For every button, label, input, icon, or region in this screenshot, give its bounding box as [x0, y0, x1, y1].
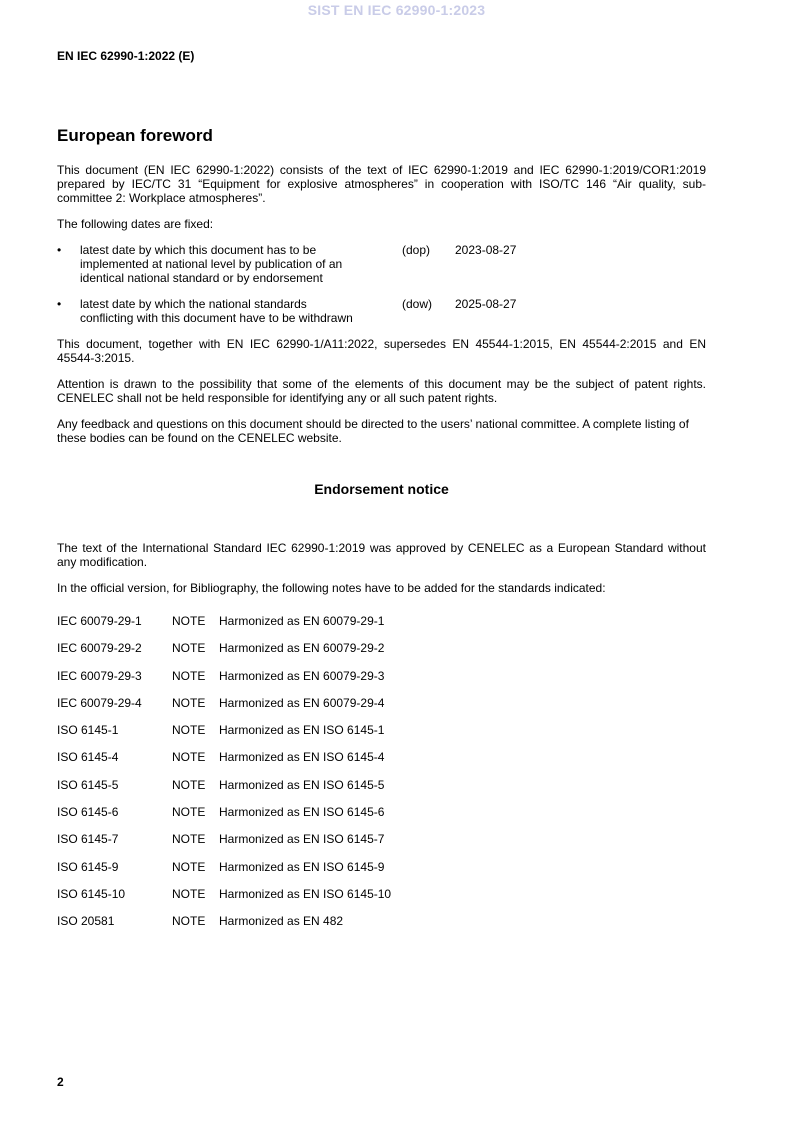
- date-value: 2023-08-27: [455, 243, 517, 257]
- note-row: [57, 696, 706, 723]
- dates-intro: The following dates are fixed:: [57, 217, 214, 231]
- page-content: [57, 126, 706, 942]
- note-std: ISO 20581: [57, 914, 115, 929]
- note-text: Harmonized as EN 60079-29-3: [219, 668, 385, 683]
- note-std: ISO 6145-5: [57, 777, 119, 792]
- note-row: [57, 914, 706, 941]
- note-row: [57, 887, 706, 914]
- note-text: Harmonized as EN ISO 6145-6: [219, 805, 385, 820]
- date-item-dow: [57, 297, 706, 325]
- note-std: ISO 6145-10: [57, 886, 126, 901]
- note-row: [57, 860, 706, 887]
- note-std: ISO 6145-7: [57, 832, 119, 847]
- date-description: latest date by which this document has to be implemented at national level by publication of an identical national standard or by endorsement: [80, 243, 343, 285]
- note-row: [57, 832, 706, 859]
- date-code: (dop): [402, 243, 431, 257]
- note-label: NOTE: [172, 859, 206, 874]
- note-label: NOTE: [172, 641, 206, 656]
- date-description: latest date by which the national standards conflicting with this document have to be withdrawn: [80, 297, 353, 325]
- note-text: Harmonized as EN 60079-29-4: [219, 695, 385, 710]
- bullet: •: [57, 243, 62, 257]
- date-value: 2025-08-27: [455, 297, 517, 311]
- note-row: [57, 641, 706, 668]
- supersedes-paragraph: This document, together with EN IEC 62990-1/A11:2022, supersedes EN 45544-1:2015, EN 45544-2:2015 and EN 45544-3:2015.: [57, 337, 706, 365]
- note-text: Harmonized as EN 482: [219, 914, 344, 929]
- note-label: NOTE: [172, 668, 206, 683]
- note-text: Harmonized as EN 60079-29-2: [219, 641, 385, 656]
- document-id: EN IEC 62990-1:2022 (E): [57, 49, 195, 63]
- endorsement-text: The text of the International Standard IEC 62990-1:2019 was approved by CENELEC as a European Standard without any modification.: [57, 541, 706, 569]
- note-text: Harmonized as EN ISO 6145-5: [219, 777, 385, 792]
- dates-list: [57, 243, 706, 325]
- feedback-paragraph: Any feedback and questions on this document should be directed to the users’ national committee. A complete listing of these bodies can be found on the CENELEC website.: [57, 417, 689, 445]
- note-row: [57, 778, 706, 805]
- note-std: ISO 6145-1: [57, 723, 119, 738]
- note-std: IEC 60079-29-3: [57, 668, 142, 683]
- note-label: NOTE: [172, 695, 206, 710]
- page-number: 2: [57, 1075, 64, 1089]
- note-label: NOTE: [172, 832, 206, 847]
- date-item-dop: [57, 243, 706, 285]
- note-label: NOTE: [172, 750, 206, 765]
- endorsement-title: Endorsement notice: [314, 481, 449, 497]
- bibliography-intro: In the official version, for Bibliography, the following notes have to be added for the standards indicated:: [57, 581, 606, 595]
- note-label: NOTE: [172, 886, 206, 901]
- note-std: ISO 6145-6: [57, 805, 119, 820]
- patent-paragraph: Attention is drawn to the possibility that some of the elements of this document may be the subject of patent rights. CENELEC shall not be held responsible for identifying any or all such patent rights.: [57, 377, 706, 405]
- note-label: NOTE: [172, 914, 206, 929]
- note-row: [57, 750, 706, 777]
- note-std: ISO 6145-4: [57, 750, 119, 765]
- note-text: Harmonized as EN ISO 6145-1: [219, 723, 385, 738]
- bibliography-notes: [57, 614, 706, 942]
- note-std: IEC 60079-29-2: [57, 641, 142, 656]
- note-label: NOTE: [172, 777, 206, 792]
- watermark: SIST EN IEC 62990-1:2023: [307, 2, 486, 18]
- note-std: IEC 60079-29-1: [57, 614, 142, 628]
- foreword-intro: This document (EN IEC 62990-1:2022) consists of the text of IEC 62990-1:2019 and IEC 62990-1:2019/COR1:2019 prepared by IEC/TC 31 “Equipment for explosive atmospheres” in cooperation with ISO/TC 146 “Air quality, sub-committee 2: Workplace atmospheres”.: [57, 163, 706, 205]
- note-std: IEC 60079-29-4: [57, 695, 142, 710]
- note-row: [57, 723, 706, 750]
- note-text: Harmonized as EN ISO 6145-7: [219, 832, 385, 847]
- date-code: (dow): [402, 297, 433, 311]
- note-text: Harmonized as EN 60079-29-1: [219, 614, 385, 628]
- note-label: NOTE: [172, 614, 206, 628]
- bullet: •: [57, 297, 62, 311]
- note-label: NOTE: [172, 805, 206, 820]
- note-row: [57, 669, 706, 696]
- note-std: ISO 6145-9: [57, 859, 119, 874]
- note-row: [57, 614, 706, 641]
- note-label: NOTE: [172, 723, 206, 738]
- note-text: Harmonized as EN ISO 6145-10: [219, 886, 392, 901]
- note-text: Harmonized as EN ISO 6145-9: [219, 859, 385, 874]
- note-row: [57, 805, 706, 832]
- foreword-title: European foreword: [57, 126, 213, 145]
- note-text: Harmonized as EN ISO 6145-4: [219, 750, 385, 765]
